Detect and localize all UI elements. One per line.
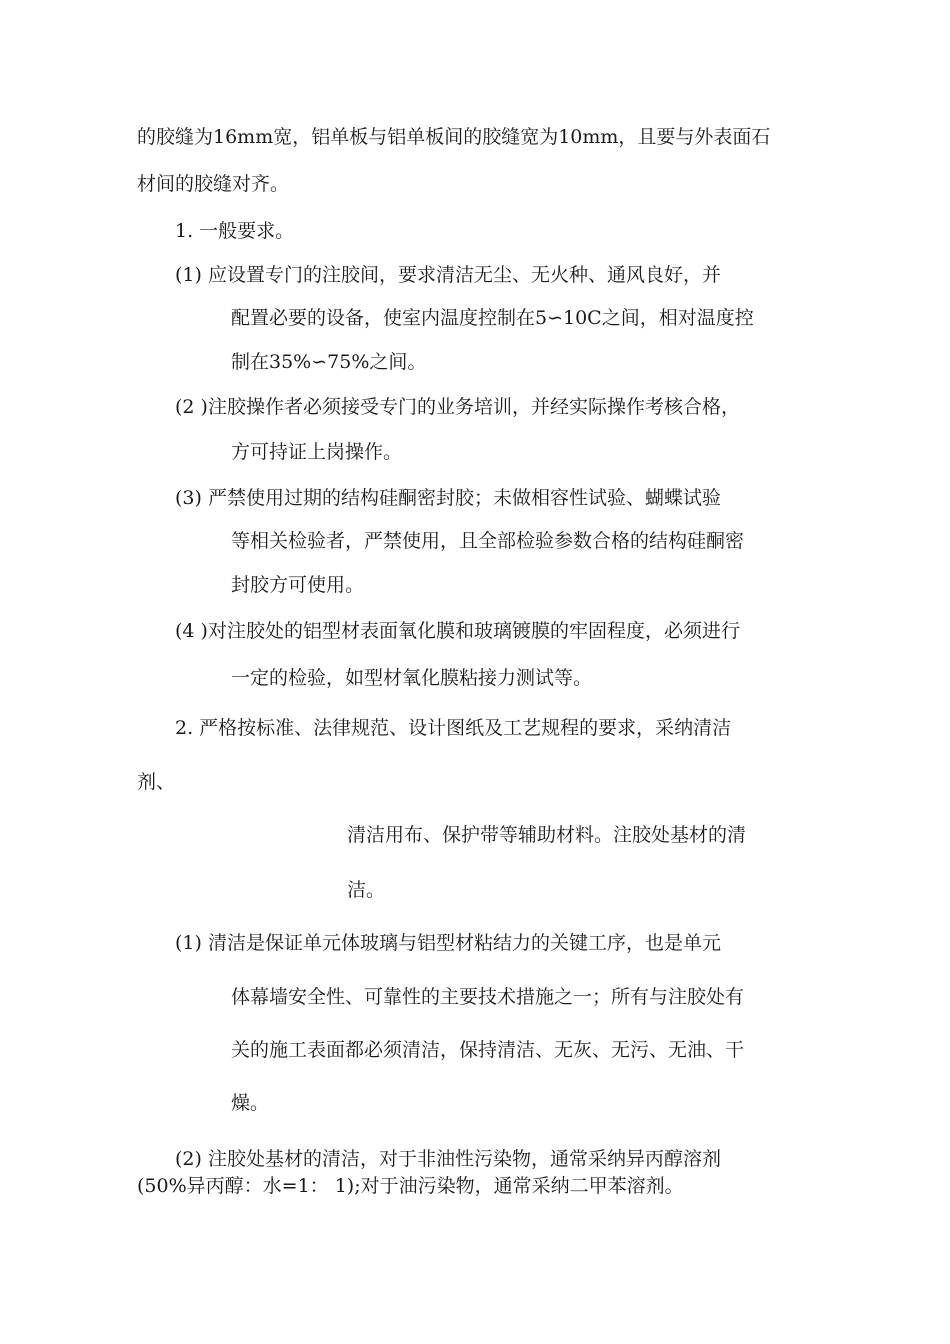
list-item-line: (3) 严禁使用过期的结构硅酮密封胶；未做相容性试验、蝴蝶试验 — [175, 487, 721, 509]
list-item-line: (50%异丙醇：水=1： 1);对于油污染物，通常采纳二甲苯溶剂。 — [137, 1175, 684, 1197]
list-item-line: 一定的检验，如型材氧化膜粘接力测试等。 — [231, 667, 593, 689]
section-heading: 2. 严格按标准、法律规范、设计图纸及工艺规程的要求，采纳清洁 — [175, 717, 732, 739]
list-item-line: 制在35%∽75%之间。 — [231, 351, 427, 373]
list-item-line: 配置必要的设备，使室内温度控制在5∽10C之间，相对温度控 — [231, 307, 754, 329]
paragraph-line: 材间的胶缝对齐。 — [137, 173, 290, 195]
section-heading: 1. 一般要求。 — [175, 220, 295, 242]
list-item-line: 燥。 — [231, 1092, 270, 1114]
list-item-line: 方可持证上岗操作。 — [231, 441, 403, 463]
list-item-line: (4 )对注胶处的铝型材表面氧化膜和玻璃镀膜的牢固程度，必须进行 — [175, 620, 740, 642]
list-item-line: 体幕墙安全性、可靠性的主要技术措施之一；所有与注胶处有 — [231, 986, 745, 1008]
list-item-line: 等相关检验者，严禁使用，且全部检验参数合格的结构硅酮密 — [231, 530, 745, 552]
list-item-line: 封胶方可使用。 — [231, 574, 365, 596]
paragraph-line: 剂、 — [137, 771, 176, 793]
list-item-line: (2) 注胶处基材的清洁，对于非油性污染物，通常采纳异丙醇溶剂 — [175, 1148, 721, 1170]
paragraph-line: 洁。 — [347, 879, 386, 901]
list-item-line: (1) 清洁是保证单元体玻璃与铝型材粘结力的关键工序，也是单元 — [175, 932, 721, 954]
list-item-line: (1) 应设置专门的注胶间，要求清洁无尘、无火种、通风良好，并 — [175, 264, 721, 286]
list-item-line: (2 )注胶操作者必须接受专门的业务培训，并经实际操作考核合格， — [175, 396, 740, 418]
paragraph-line: 的胶缝为16mm宽，铝单板与铝单板间的胶缝宽为10mm，且要与外表面石 — [137, 126, 771, 148]
list-item-line: 关的施工表面都必须清洁，保持清洁、无灰、无污、无油、干 — [231, 1039, 745, 1061]
paragraph-line: 清洁用布、保护带等辅助材料。注胶处基材的清 — [347, 824, 747, 846]
